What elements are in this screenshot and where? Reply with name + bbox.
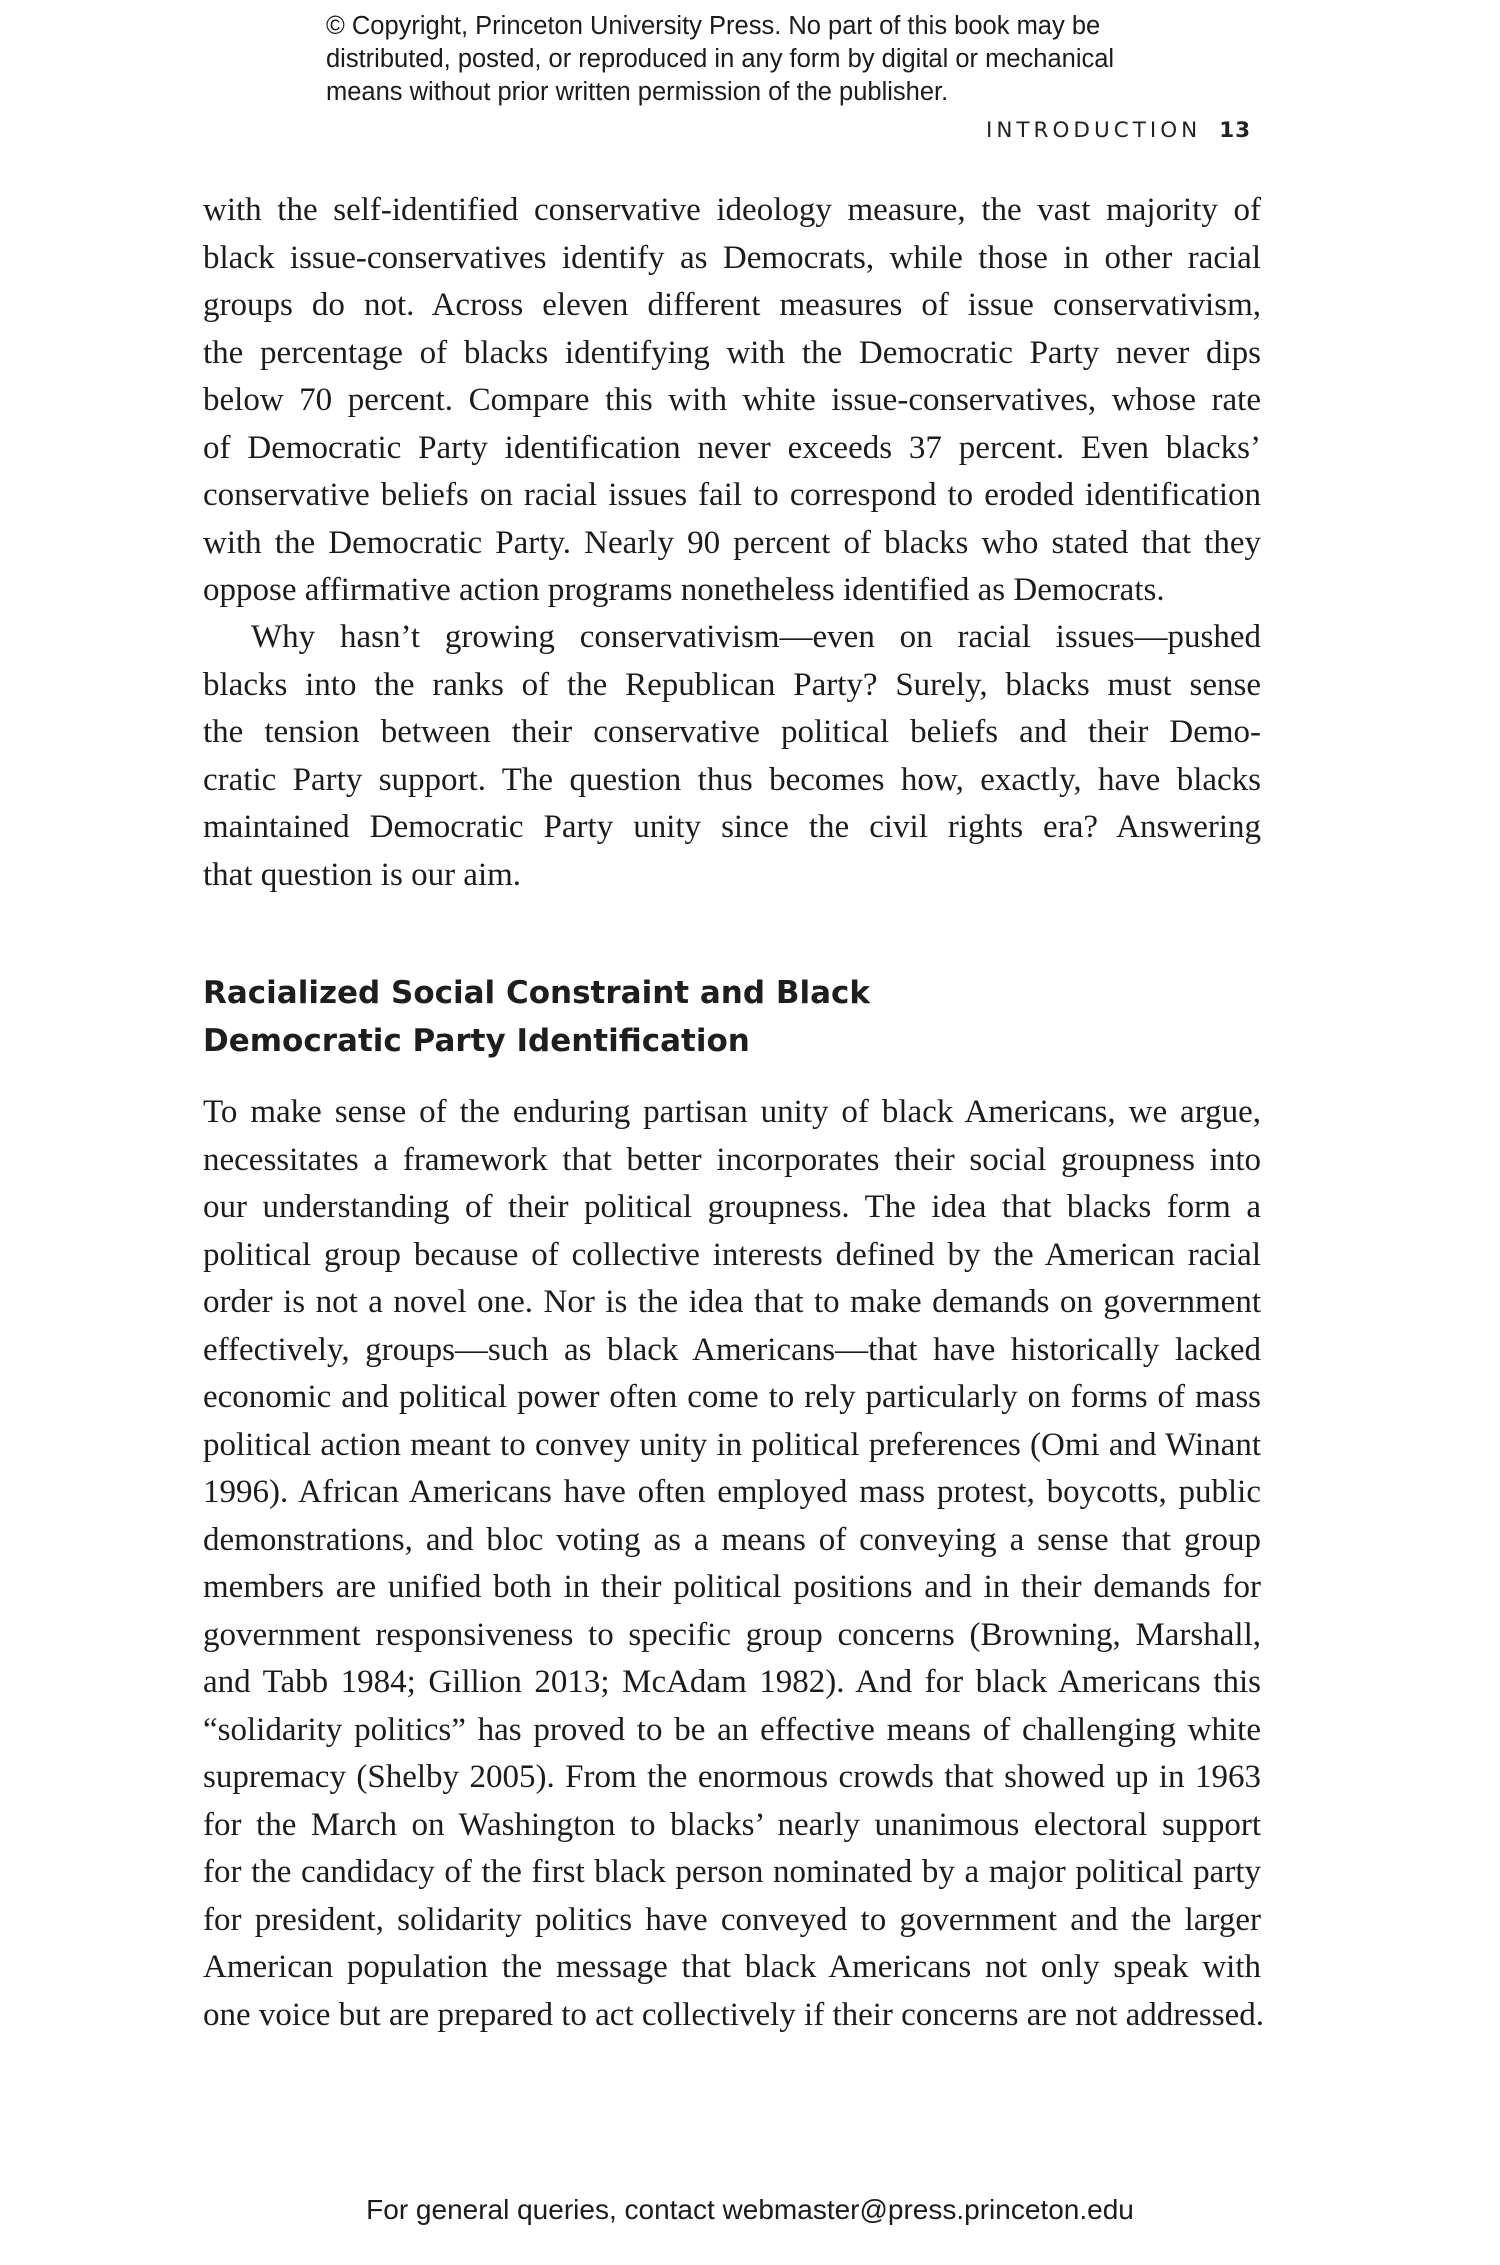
text-line: conservative beliefs on racial issues fail to correspond to eroded identification [203, 477, 1261, 513]
text-line: “solidarity politics” has proved to be an effective means of challenging white [203, 1711, 1261, 1748]
copyright-notice [326, 10, 1206, 109]
text-line: for president, solidarity politics have conveyed to government and the larger [203, 1901, 1261, 1938]
text-line: for the candidacy of the first black person nominated by a major political party [203, 1854, 1261, 1890]
text-line: Why hasn’t growing conservativism—even on racial issues—pushed [251, 619, 1261, 655]
text-line: our understanding of their political groupness. The idea that blacks form a [203, 1189, 1261, 1225]
section-heading [203, 970, 870, 1065]
paragraph-1 [203, 187, 1261, 615]
text-line: members are unified both in their political positions and in their demands for [203, 1569, 1261, 1605]
text-line: that question is our aim. [203, 856, 522, 893]
text-line: political action meant to convey unity in political preferences (Omi and Winant [203, 1426, 1261, 1463]
text-line: black issue-conservatives identify as Democrats, while those in other racial [203, 239, 1261, 276]
copyright-line: © Copyright, Princeton University Press. No part of this book may be [326, 12, 1101, 40]
text-line: American population the message that black Americans not only speak with [203, 1949, 1261, 1985]
text-line: effectively, groups—such as black Americans—that have historically lacked [203, 1331, 1261, 1368]
text-line: oppose affirmative action programs nonetheless identified as Democrats. [203, 572, 1165, 608]
section-heading-line: Democratic Party Identification [203, 1022, 750, 1059]
section-heading-line: Racialized Social Constraint and Black [203, 975, 871, 1011]
text-line: the tension between their conservative political beliefs and their Demo- [203, 714, 1261, 750]
text-line: and Tabb 1984; Gillion 2013; McAdam 1982). And for black Americans this [203, 1664, 1261, 1700]
text-line: supremacy (Shelby 2005). From the enormous crowds that showed up in 1963 [203, 1759, 1261, 1795]
text-line: order is not a novel one. Nor is the idea that to make demands on government [203, 1284, 1261, 1320]
text-line: with the self-identified conservative ideology measure, the vast majority of [203, 192, 1261, 228]
text-line: below 70 percent. Compare this with white issue-conservatives, whose rate [203, 382, 1261, 418]
paragraph-3 [203, 1089, 1265, 2039]
page-number: 13 [1219, 118, 1252, 143]
text-line: government responsiveness to specific group concerns (Browning, Marshall, [203, 1616, 1261, 1653]
text-line: maintained Democratic Party unity since the civil rights era? Answering [203, 809, 1261, 845]
footer-contact: For general queries, contact webmaster@press.princeton.edu [366, 2194, 1134, 2225]
copyright-line: distributed, posted, or reproduced in any form by digital or mechanical [326, 45, 1115, 73]
paragraph-2 [203, 614, 1261, 899]
text-line: political group because of collective interests defined by the American racial [203, 1236, 1261, 1273]
text-line: necessitates a framework that better incorporates their social groupness into [203, 1141, 1261, 1178]
text-line: with the Democratic Party. Nearly 90 percent of blacks who stated that they [203, 524, 1261, 561]
running-head [986, 118, 1251, 143]
text-line: demonstrations, and bloc voting as a means of conveying a sense that group [203, 1521, 1261, 1558]
text-line: cratic Party support. The question thus becomes how, exactly, have blacks [203, 761, 1261, 798]
text-line: To make sense of the enduring partisan unity of black Americans, we argue, [203, 1094, 1261, 1130]
copyright-line: means without prior written permission of the publisher. [326, 78, 949, 106]
text-line: groups do not. Across eleven different measures of issue conservativism, [203, 287, 1261, 323]
text-line: economic and political power often come to rely particularly on forms of mass [203, 1379, 1261, 1415]
text-line: one voice but are prepared to act collectively if their concerns are not addressed. [203, 1996, 1265, 2033]
running-head-section: INTRODUCTION [986, 118, 1202, 143]
text-line: of Democratic Party identification never exceeds 37 percent. Even blacks’ [203, 429, 1261, 466]
text-line: blacks into the ranks of the Republican Party? Surely, blacks must sense [203, 666, 1261, 703]
text-line: 1996). African Americans have often employed mass protest, boycotts, public [203, 1474, 1261, 1510]
text-line: the percentage of blacks identifying with the Democratic Party never dips [203, 334, 1261, 371]
text-line: for the March on Washington to blacks’ nearly unanimous electoral support [203, 1806, 1261, 1843]
